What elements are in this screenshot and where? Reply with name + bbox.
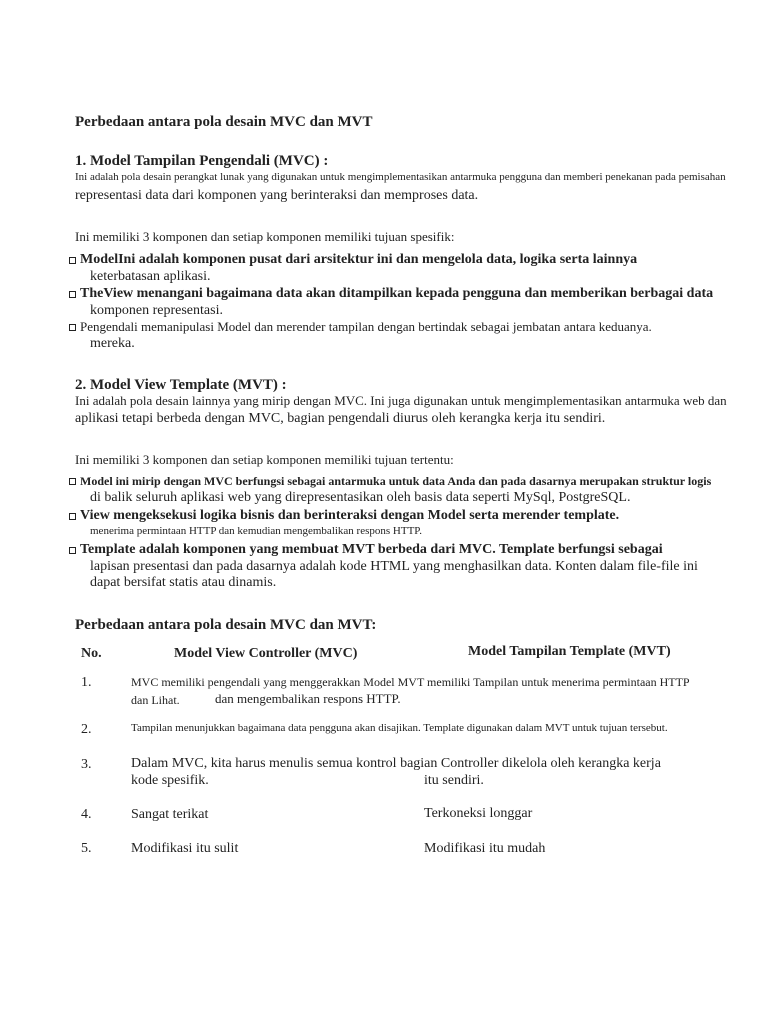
mvt-desc-line2: aplikasi tetapi berbeda dengan MVC, bagian pengendali diurus oleh kerangka kerja itu sendiri.: [75, 411, 606, 426]
table-cell-mvt: Terkoneksi longgar: [424, 806, 533, 821]
mvt-heading: 2. Model View Template (MVT) :: [75, 377, 287, 393]
mvc-desc-line1: Ini adalah pola desain perangkat lunak yang digunakan untuk mengimplementasikan antarmuka pengguna dan memberi penekanan pada pemisahan: [75, 171, 726, 183]
mvt-intro: Ini memiliki 3 komponen dan setiap komponen memiliki tujuan tertentu:: [75, 452, 454, 467]
table-row-no: 1.: [81, 675, 92, 690]
checkbox-bullet-icon: [69, 478, 76, 485]
mvc-item-controller-line2: mereka.: [90, 336, 135, 351]
table-cell-mvc: Sangat terikat: [131, 807, 209, 822]
table-header-mvc: Model View Controller (MVC): [174, 646, 358, 661]
table-header-mvt: Model Tampilan Template (MVT): [468, 644, 671, 659]
table-row-no: 4.: [81, 807, 92, 822]
table-row-no: 2.: [81, 722, 92, 737]
mvc-intro: Ini memiliki 3 komponen dan setiap komponen memiliki tujuan spesifik:: [75, 229, 455, 244]
mvc-heading: 1. Model Tampilan Pengendali (MVC) :: [75, 153, 329, 169]
table-row-no: 3.: [81, 757, 92, 772]
mvt-item-template-line2: lapisan presentasi dan pada dasarnya adalah kode HTML yang menghasilkan data. Konten dalam file-file ini: [90, 559, 698, 574]
mvc-item-view-line2: komponen representasi.: [90, 303, 223, 318]
table-row-text: Tampilan menunjukkan bagaimana data pengguna akan disajikan. Template digunakan dalam MVT untuk tujuan tersebut.: [131, 722, 668, 734]
mvc-item-model-line1: ModelIni adalah komponen pusat dari arsitektur ini dan mengelola data, logika serta lainnya: [80, 252, 638, 267]
mvt-item-template-line3: dapat bersifat statis atau dinamis.: [90, 575, 277, 590]
table-row-text: itu sendiri.: [424, 773, 484, 788]
mvt-item-view-line2: menerima permintaan HTTP dan kemudian mengembalikan respons HTTP.: [90, 525, 422, 537]
mvt-item-model-line2: di balik seluruh aplikasi web yang direpresentasikan oleh basis data seperti MySql, PostgreSQL.: [90, 490, 631, 505]
mvt-desc-line1: Ini adalah pola desain lainnya yang mirip dengan MVC. Ini juga digunakan untuk mengimplementasikan antarmuka web dan: [75, 393, 727, 408]
checkbox-bullet-icon: [69, 291, 76, 298]
mvt-item-view-line1: View mengeksekusi logika bisnis dan berinteraksi dengan Model serta merender template.: [80, 508, 620, 523]
checkbox-bullet-icon: [69, 257, 76, 264]
mvc-desc-line2: representasi data dari komponen yang berinteraksi dan memproses data.: [75, 188, 479, 203]
table-row-text: Dalam MVC, kita harus menulis semua kontrol bagian Controller dikelola oleh kerangka kerja: [131, 756, 661, 771]
mvc-item-controller-line1: Pengendali memanipulasi Model dan merender tampilan dengan bertindak sebagai jembatan antara keduanya.: [80, 319, 652, 334]
table-row-text: dan mengembalikan respons HTTP.: [215, 691, 401, 706]
mvc-item-view-line1: TheView menangani bagaimana data akan ditampilkan kepada pengguna dan memberikan berbagai data: [80, 286, 714, 301]
comparison-heading: Perbedaan antara pola desain MVC dan MVT:: [75, 617, 377, 633]
table-header-no: No.: [81, 646, 102, 661]
table-cell-mvc: Modifikasi itu sulit: [131, 841, 239, 856]
checkbox-bullet-icon: [69, 513, 76, 520]
mvt-item-template-line1: Template adalah komponen yang membuat MVT berbeda dari MVC. Template berfungsi sebagai: [80, 542, 663, 557]
page-title: Perbedaan antara pola desain MVC dan MVT: [75, 114, 373, 130]
table-row-no: 5.: [81, 841, 92, 856]
mvt-item-model-line1: Model ini mirip dengan MVC berfungsi sebagai antarmuka untuk data Anda dan pada dasarnya merupakan struktur logis: [80, 474, 712, 488]
table-row-text: MVC memiliki pengendali yang menggerakkan Model MVT memiliki Tampilan untuk menerima permintaan HTTP: [131, 675, 690, 689]
table-cell-mvt: Modifikasi itu mudah: [424, 841, 546, 856]
checkbox-bullet-icon: [69, 547, 76, 554]
table-row-text: dan Lihat.: [131, 693, 180, 707]
checkbox-bullet-icon: [69, 324, 76, 331]
table-row-text: kode spesifik.: [131, 773, 209, 788]
mvc-item-model-line2: keterbatasan aplikasi.: [90, 269, 211, 284]
